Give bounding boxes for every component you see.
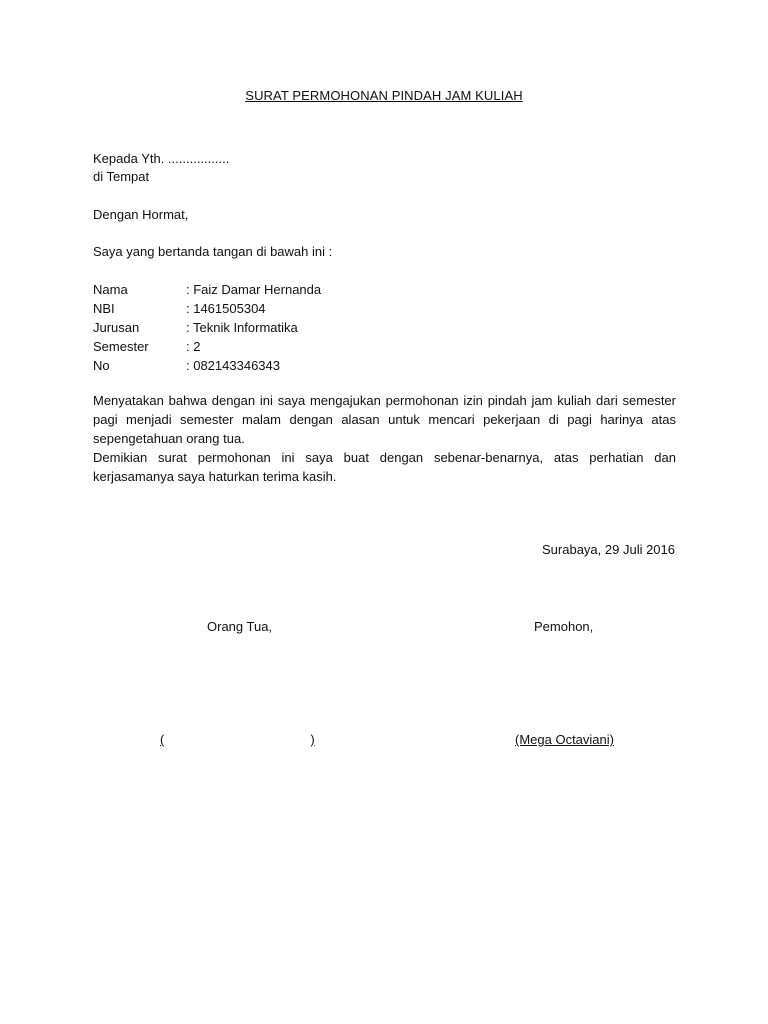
identity-row-nama	[93, 280, 321, 299]
identity-value: : 1461505304	[186, 301, 266, 316]
recipient-line: Kepada Yth. .................	[93, 151, 230, 166]
identity-label: Nama	[93, 282, 128, 297]
signature-label-applicant: Pemohon,	[534, 619, 594, 634]
identity-row-semester	[93, 337, 321, 356]
signature-open-paren: (	[160, 732, 165, 747]
signature-label-parent: Orang Tua,	[207, 619, 273, 634]
place-date: Surabaya, 29 Juli 2016	[542, 542, 675, 557]
identity-value: : Teknik Informatika	[186, 320, 298, 335]
identity-table	[93, 280, 321, 375]
identity-label: NBI	[93, 301, 115, 316]
identity-row-jurusan	[93, 318, 321, 337]
letter-title: SURAT PERMOHONAN PINDAH JAM KULIAH	[245, 88, 523, 103]
identity-value: : Faiz Damar Hernanda	[186, 282, 322, 297]
signature-blank-parent	[160, 732, 315, 747]
identity-label: Jurusan	[93, 320, 140, 335]
signature-close-paren: )	[310, 732, 315, 747]
identity-value: : 2	[186, 339, 201, 354]
identity-label: No	[93, 358, 110, 373]
identity-row-no	[93, 356, 321, 375]
identity-value: : 082143346343	[186, 358, 280, 373]
identity-row-nbi	[93, 299, 321, 318]
location-line: di Tempat	[93, 169, 150, 184]
identity-label: Semester	[93, 339, 149, 354]
body-paragraph-statement: Menyatakan bahwa dengan ini saya mengajukan permohonan izin pindah jam kuliah dari semester pagi menjadi semester malam dengan alasan untuk mencari pekerjaan di pagi harinya atas sepengetahuan orang tua.	[93, 393, 676, 446]
signature-name-applicant: (Mega Octaviani)	[515, 732, 614, 747]
salutation: Dengan Hormat,	[93, 207, 189, 222]
intro-line: Saya yang bertanda tangan di bawah ini :	[93, 244, 333, 259]
letter-body	[93, 391, 676, 486]
body-paragraph-closing: Demikian surat permohonan ini saya buat dengan sebenar-benarnya, atas perhatian dan kerjasamanya saya haturkan terima kasih.	[93, 450, 676, 484]
